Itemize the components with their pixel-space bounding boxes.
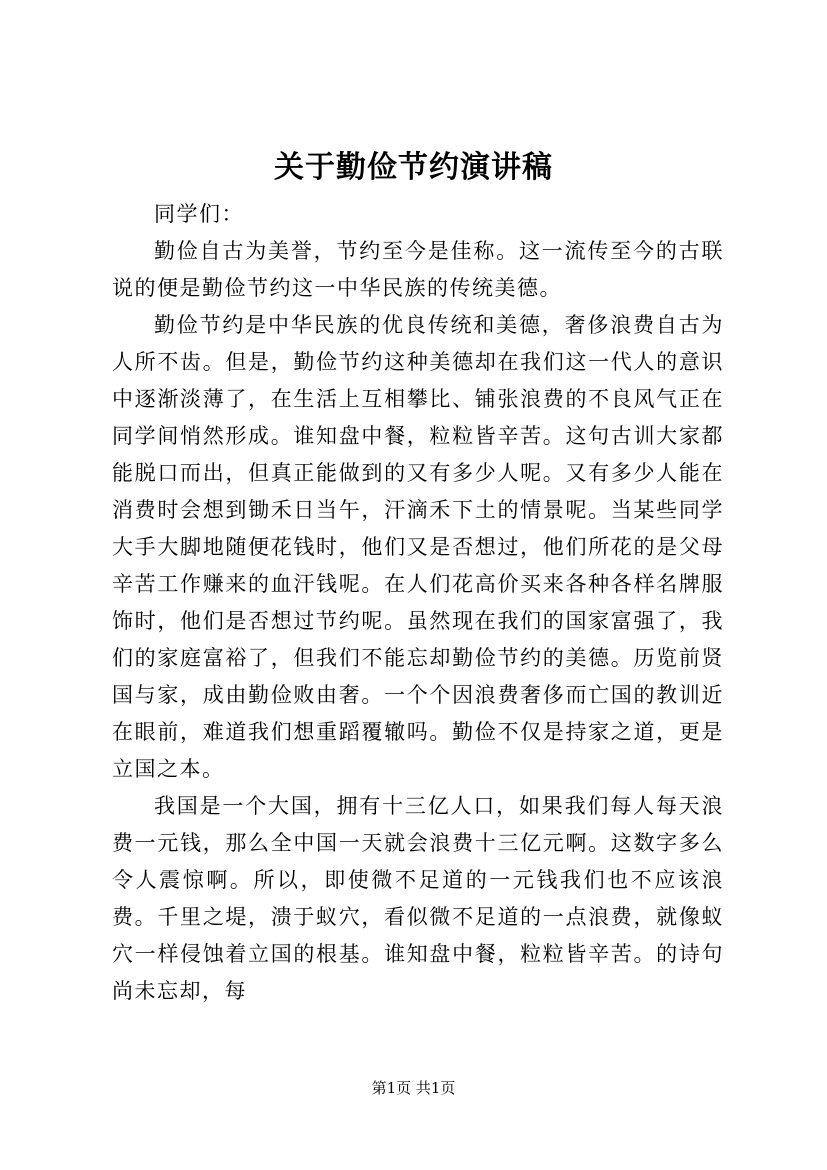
paragraph-3: 我国是一个大国，拥有十三亿人口，如果我们每人每天浪费一元钱，那么全中国一天就会浪费十三亿元啊。这数字多么令人震惊啊。所以，即使微不足道的一元钱我们也不应该浪费。千里之堤，溃于蚁穴，看似微不足道的一点浪费，就像蚁穴一样侵蚀着立国的根基。谁知盘中餐，粒粒皆辛苦。的诗句尚未忘却，每 bbox=[112, 794, 724, 1003]
document-title: 关于勤俭节约演讲稿 bbox=[274, 150, 553, 185]
paragraph-2: 勤俭节约是中华民族的优良传统和美德，奢侈浪费自古为人所不齿。但是，勤俭节约这种美德却在我们这一代人的意识中逐渐淡薄了，在生活上互相攀比、铺张浪费的不良风气正在同学间悄然形成。谁知盘中餐，粒粒皆辛苦。这句古训大家都能脱口而出，但真正能做到的又有多少人呢。又有多少人能在消费时会想到锄禾日当午，汗滴禾下土的情景呢。当某些同学大手大脚地随便花钱时，他们又是否想过，他们所花的是父母辛苦工作赚来的血汗钱呢。在人们花高价买来各种各样名牌服饰时，他们是否想过节约呢。虽然现在我们的国家富强了，我们的家庭富裕了，但我们不能忘却勤俭节约的美德。历览前贤国与家，成由勤俭败由奢。一个个因浪费奢侈而亡国的教训近在眼前，难道我们想重蹈覆辙吗。勤俭不仅是持家之道，更是立国之本。 bbox=[112, 313, 724, 781]
document-body bbox=[112, 196, 724, 1010]
paragraph-salutation: 同学们： bbox=[154, 202, 244, 226]
paragraph-1: 勤俭自古为美誉，节约至今是佳称。这一流传至今的古联说的便是勤俭节约这一中华民族的传统美德。 bbox=[112, 239, 724, 300]
page-footer: 第1页 共1页 bbox=[371, 1079, 456, 1097]
